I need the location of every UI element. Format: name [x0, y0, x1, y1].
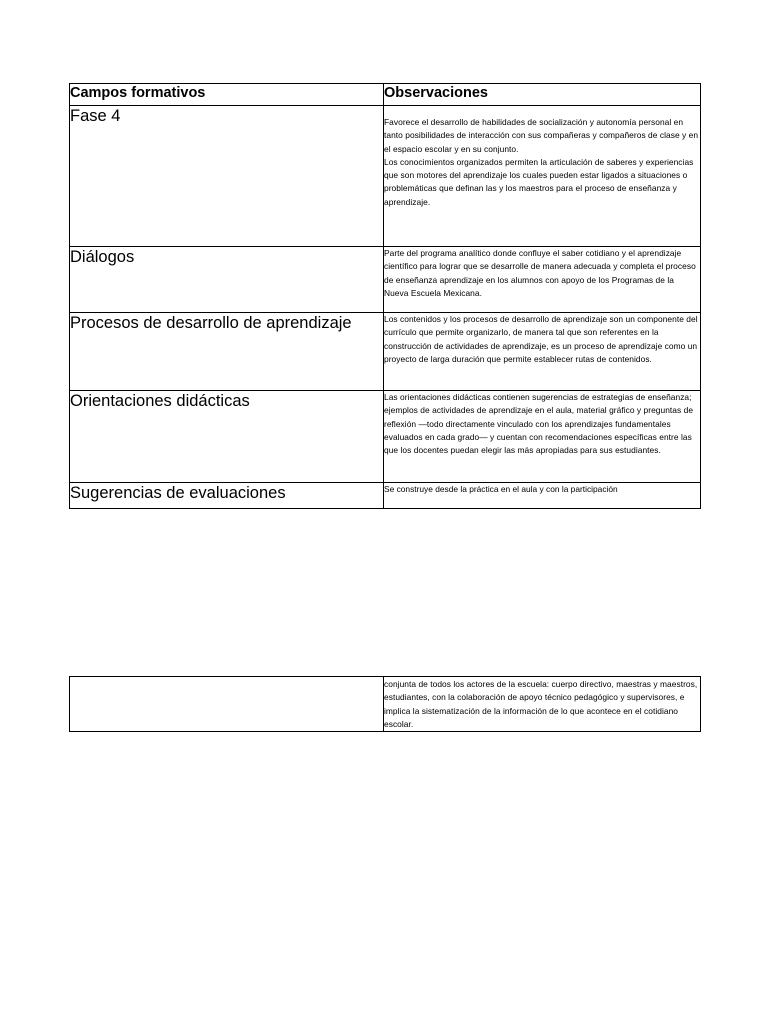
table-row — [70, 313, 701, 391]
continuation-table — [69, 676, 701, 732]
row-observacion-orientaciones: Las orientaciones didácticas contienen sugerencias de estrategias de enseñanza; ejemplos de actividades de aprendizaje en el aula, material gráfico y preguntas de reflexión —todo directamente vinculado con los aprendizajes fundamentales evaluados en cada grado— y cuentan con recomendaciones específicas entre las que los docentes puedan elegir las más apropiadas para sus estudiantes. — [384, 391, 701, 483]
table-row — [70, 483, 701, 509]
header-campos-formativos: Campos formativos — [70, 84, 384, 106]
observacion-paragraph: Los conocimientos organizados permiten la articulación de saberes y experiencias que son motores del aprendizaje los cuales pueden estar ligados a situaciones o problemáticas que definan las y los maestros para el proceso de enseñanza y aprendizaje. — [384, 156, 694, 207]
table-row — [70, 677, 701, 732]
table-row — [70, 247, 701, 313]
formative-fields-table — [69, 83, 701, 509]
header-observaciones: Observaciones — [384, 84, 701, 106]
row-campo-procesos: Procesos de desarrollo de aprendizaje — [70, 313, 384, 391]
row-campo-dialogos: Diálogos — [70, 247, 384, 313]
row-campo-orientaciones: Orientaciones didácticas — [70, 391, 384, 483]
row-observacion-procesos: Los contenidos y los procesos de desarrollo de aprendizaje son un componente del currículo que permite organizarlo, de manera tal que son referentes en la construcción de actividades de aprendizaje, es un proceso de aprendizaje como un proyecto de larga duración que permite establecer rutas de contenidos. — [384, 313, 701, 391]
continuation-observacion: conjunta de todos los actores de la escuela: cuerpo directivo, maestras y maestros, estudiantes, con la colaboración de apoyo técnico pedagógico y supervisores, e implica la sistematización de la información de lo que acontece en el cotidiano escolar. — [384, 677, 701, 732]
continuation-campo — [70, 677, 384, 732]
table-row — [70, 391, 701, 483]
table-header-row — [70, 84, 701, 106]
row-observacion-sugerencias: Se construye desde la práctica en el aula y con la participación — [384, 483, 701, 509]
row-observacion-fase-4 — [384, 106, 701, 247]
table-row — [70, 106, 701, 247]
row-campo-sugerencias: Sugerencias de evaluaciones — [70, 483, 384, 509]
row-observacion-dialogos: Parte del programa analítico donde confluye el saber cotidiano y el aprendizaje científico para lograr que se desarrolle de manera adecuada y completa el proceso de enseñanza aprendizaje en los alumnos con apoyo de los Programas de la Nueva Escuela Mexicana. — [384, 247, 701, 313]
observacion-paragraph: Favorece el desarrollo de habilidades de socialización y autonomía personal en tanto posibilidades de interacción con sus compañeras y compañeros de clase y en el espacio escolar y en su conjunto. — [384, 117, 699, 154]
row-campo-fase-4: Fase 4 — [70, 106, 384, 247]
